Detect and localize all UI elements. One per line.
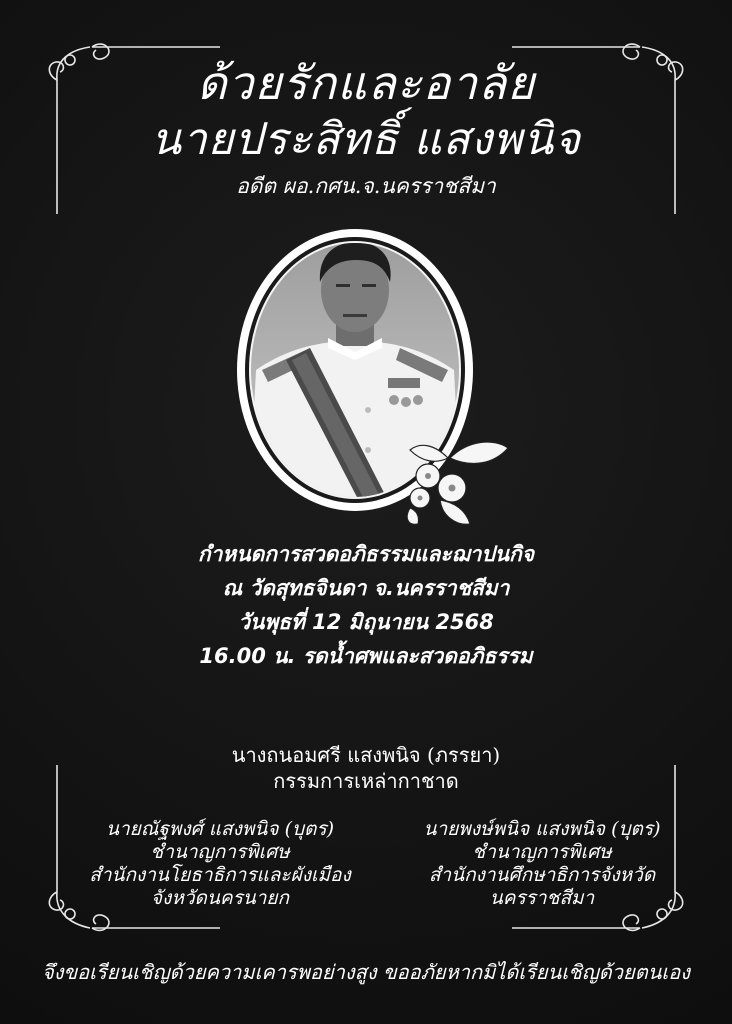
son1-org2: จังหวัดนครนายก — [150, 887, 290, 909]
deceased-name: นายประสิทธิ์ แสงพนิจ — [150, 114, 582, 165]
ceremony-venue: ณ วัดสุทธจินดา จ.นครราชสีมา — [222, 576, 510, 600]
son-block-left — [70, 818, 370, 910]
closing-invitation: จึงขอเรียนเชิญด้วยความเคารพอย่างสูง ขออภัยหากมิได้เรียนเชิญด้วยตนเอง — [42, 960, 690, 984]
white-flower-icon — [390, 428, 510, 528]
ceremony-time: 16.00 น. รดน้ำศพและสวดอภิธรรม — [199, 644, 533, 668]
ceremony-date: วันพุธที่ 12 มิถุนายน 2568 — [238, 610, 494, 634]
son2-title: ชำนาญการพิเศษ — [472, 841, 612, 863]
wife-block — [0, 742, 732, 794]
ceremony-heading: กำหนดการสวดอภิธรรมและฌาปนกิจ — [197, 542, 535, 566]
wife-name: นางถนอมศรี แสงพนิจ (ภรรยา) — [231, 743, 501, 767]
son1-name: นายณัฐพงศ์ แสงพนิจ (บุตร) — [105, 818, 335, 840]
son1-title: ชำนาญการพิเศษ — [150, 841, 290, 863]
memorial-title: ด้วยรักและอาลัย — [196, 56, 536, 110]
son1-org1: สำนักงานโยธาธิการและผังเมือง — [89, 864, 351, 886]
portrait-frame — [228, 220, 482, 530]
deceased-position: อดีต ผอ.กศน.จ.นครราชสีมา — [236, 174, 496, 198]
son2-org1: สำนักงานศึกษาธิการจังหวัด — [428, 864, 656, 886]
wife-role: กรรมการเหล่ากาชาด — [273, 769, 459, 793]
ceremony-schedule — [0, 537, 732, 673]
son-block-right — [392, 818, 692, 910]
son2-name: นายพงษ์พนิจ แสงพนิจ (บุตร) — [423, 818, 661, 840]
son2-org2: นครราชสีมา — [489, 887, 595, 909]
